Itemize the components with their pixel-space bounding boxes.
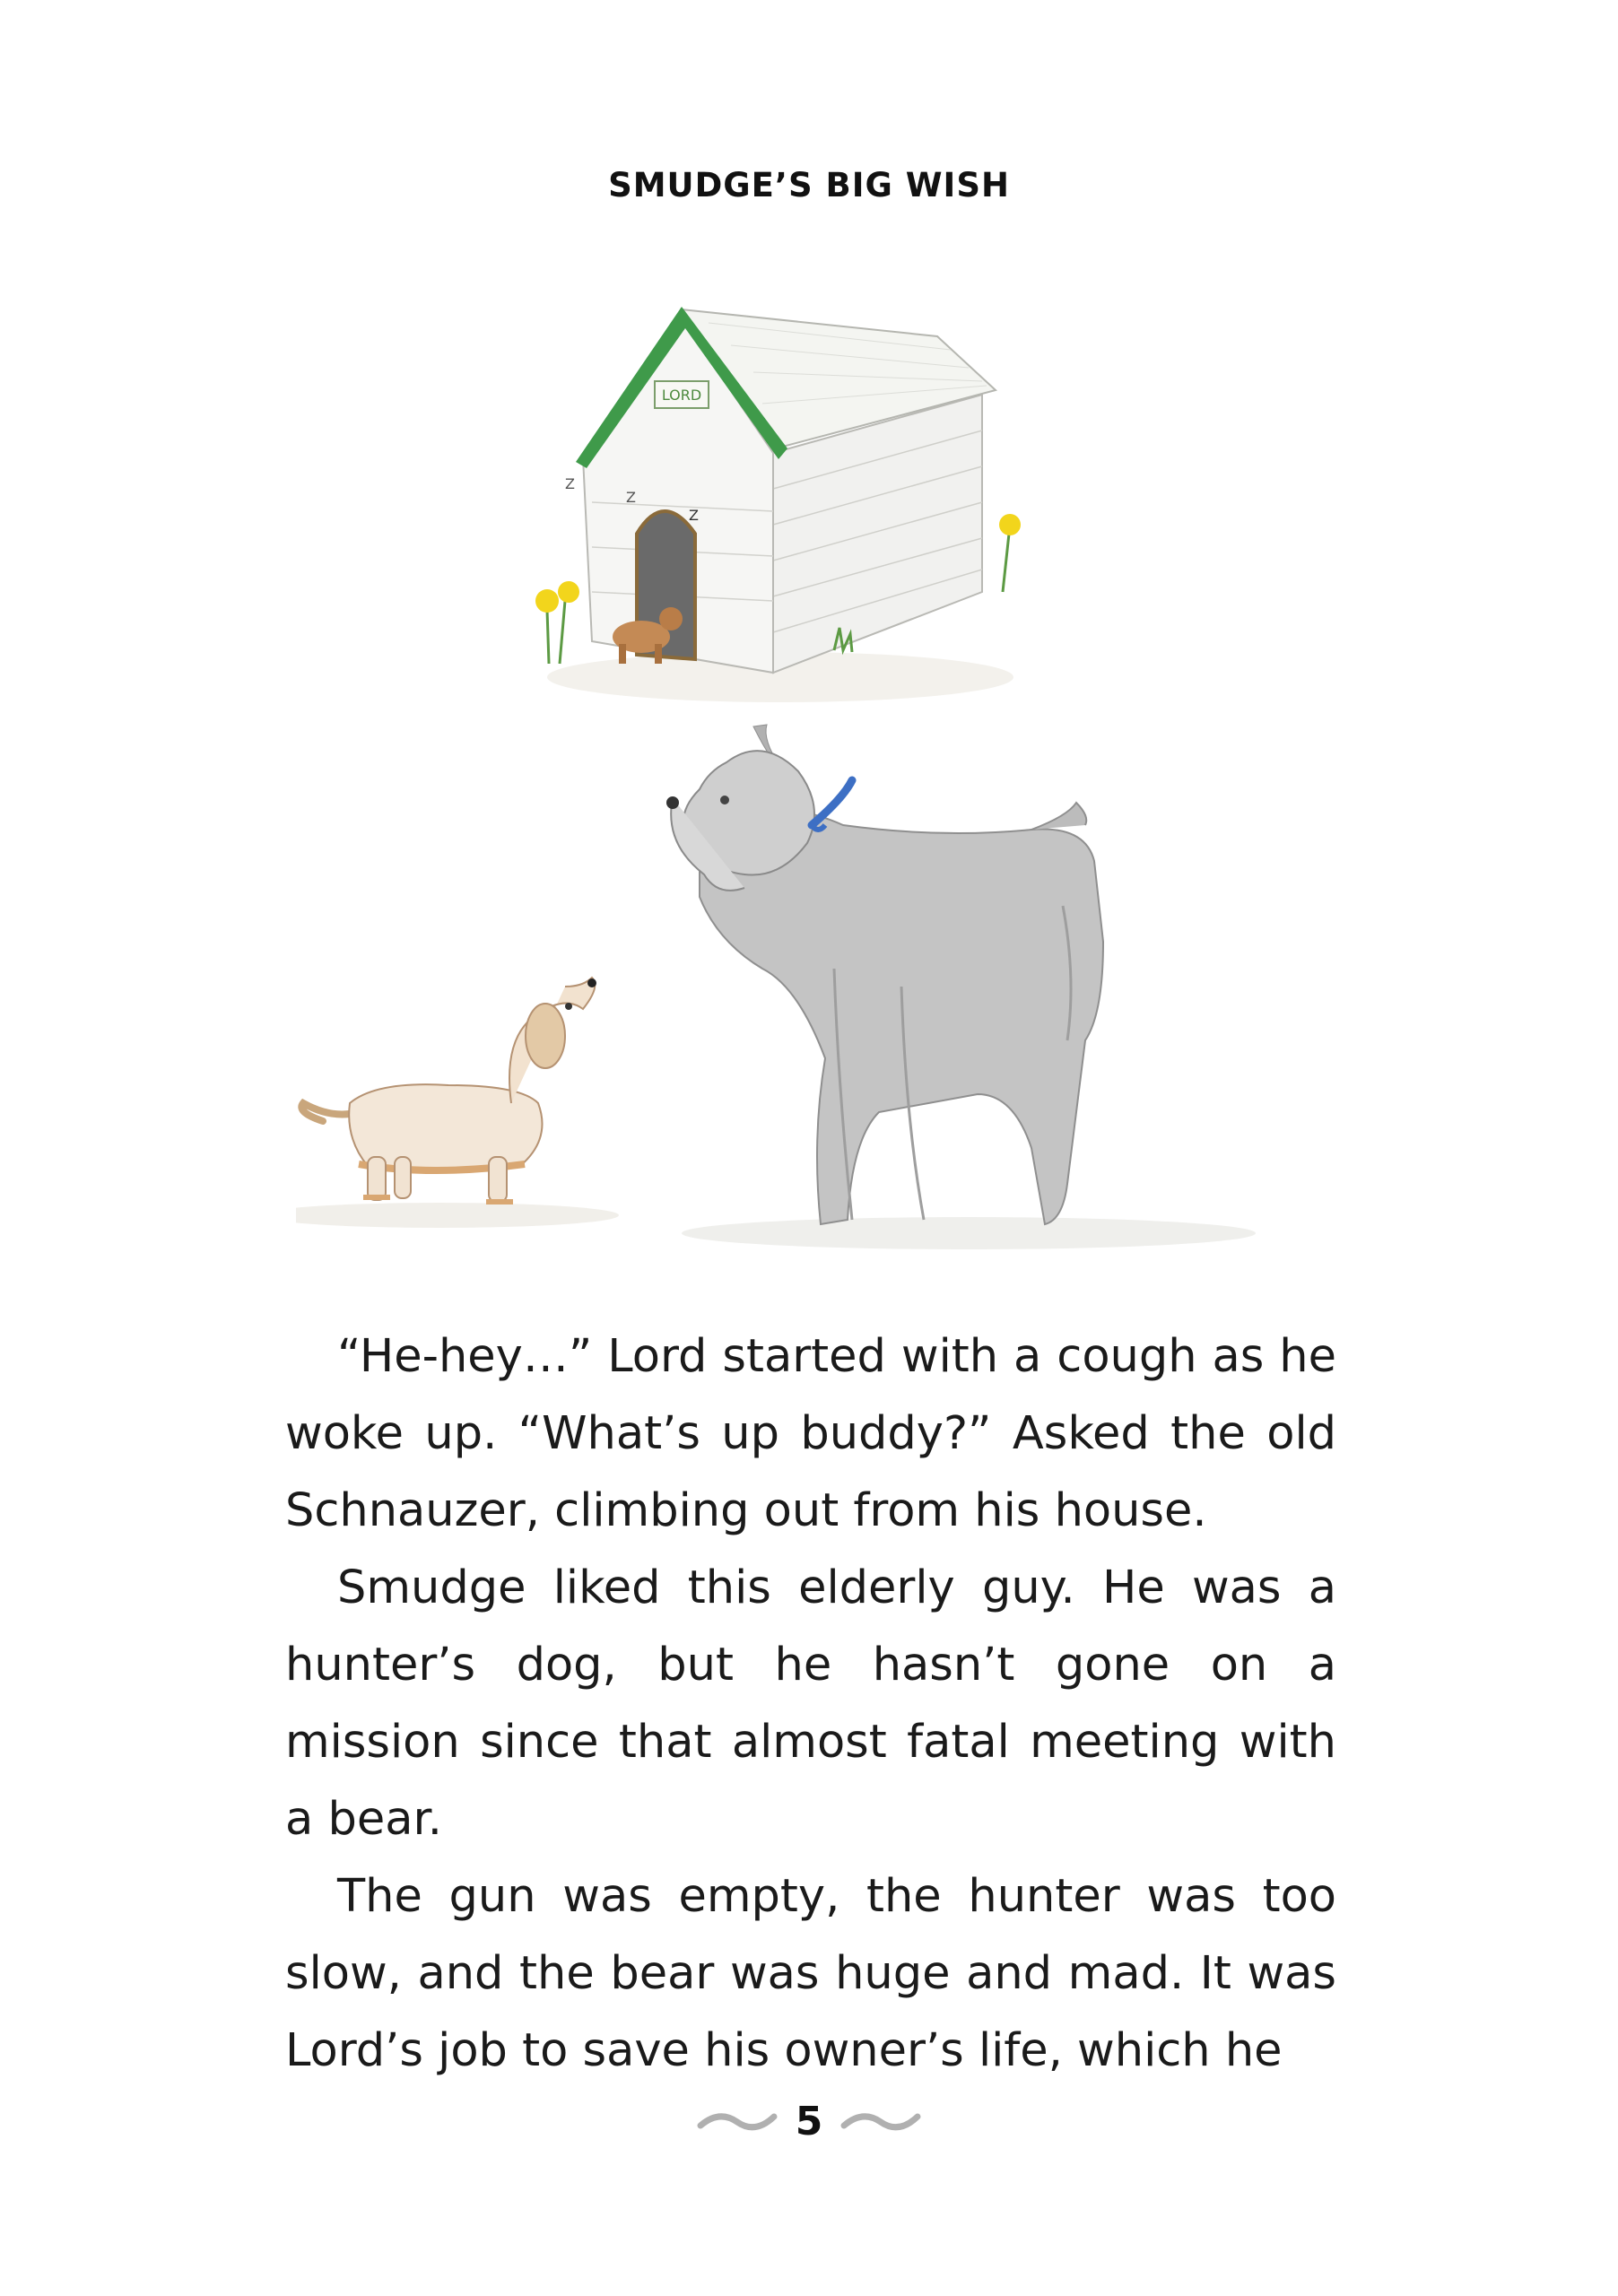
story-paragraph: Smudge liked this elderly guy. He was a hunter’s dog, but he hasn’t gone on a mission since that almost fatal meeting with a bear. (285, 1561, 1336, 1846)
snore-letter-1: Z (565, 475, 575, 492)
dogs-illustration (296, 718, 1318, 1265)
page-number: 5 (795, 2098, 823, 2144)
daffodils-left (535, 581, 579, 664)
small-dog-shadow (296, 1203, 619, 1228)
schnauzer-lord (666, 725, 1103, 1224)
big-dog-shadow (682, 1217, 1256, 1249)
dachshund-smudge (301, 978, 596, 1202)
tilde-ornament-left (697, 2108, 778, 2135)
snore-letter-2: Z (626, 489, 636, 506)
kennel-illustration (529, 296, 1031, 718)
story-text (285, 1318, 1336, 2090)
kennel-sign-text: LORD (661, 387, 702, 404)
tilde-ornament-right (840, 2108, 921, 2135)
page-footer (0, 2090, 1618, 2152)
story-paragraph: The gun was empty, the hunter was too slow, and the bear was huge and mad. It was Lord’s job to save his owner’s life, which he (285, 1870, 1336, 2077)
page-header-title: SMUDGE’S BIG WISH (608, 166, 1010, 204)
story-paragraph: “He-hey…” Lord started with a cough as he woke up. “What’s up buddy?” Asked the old Schnauzer, climbing out from his house. (285, 1330, 1336, 1537)
daffodil-right (999, 514, 1021, 592)
snore-letter-3: Z (689, 507, 699, 524)
